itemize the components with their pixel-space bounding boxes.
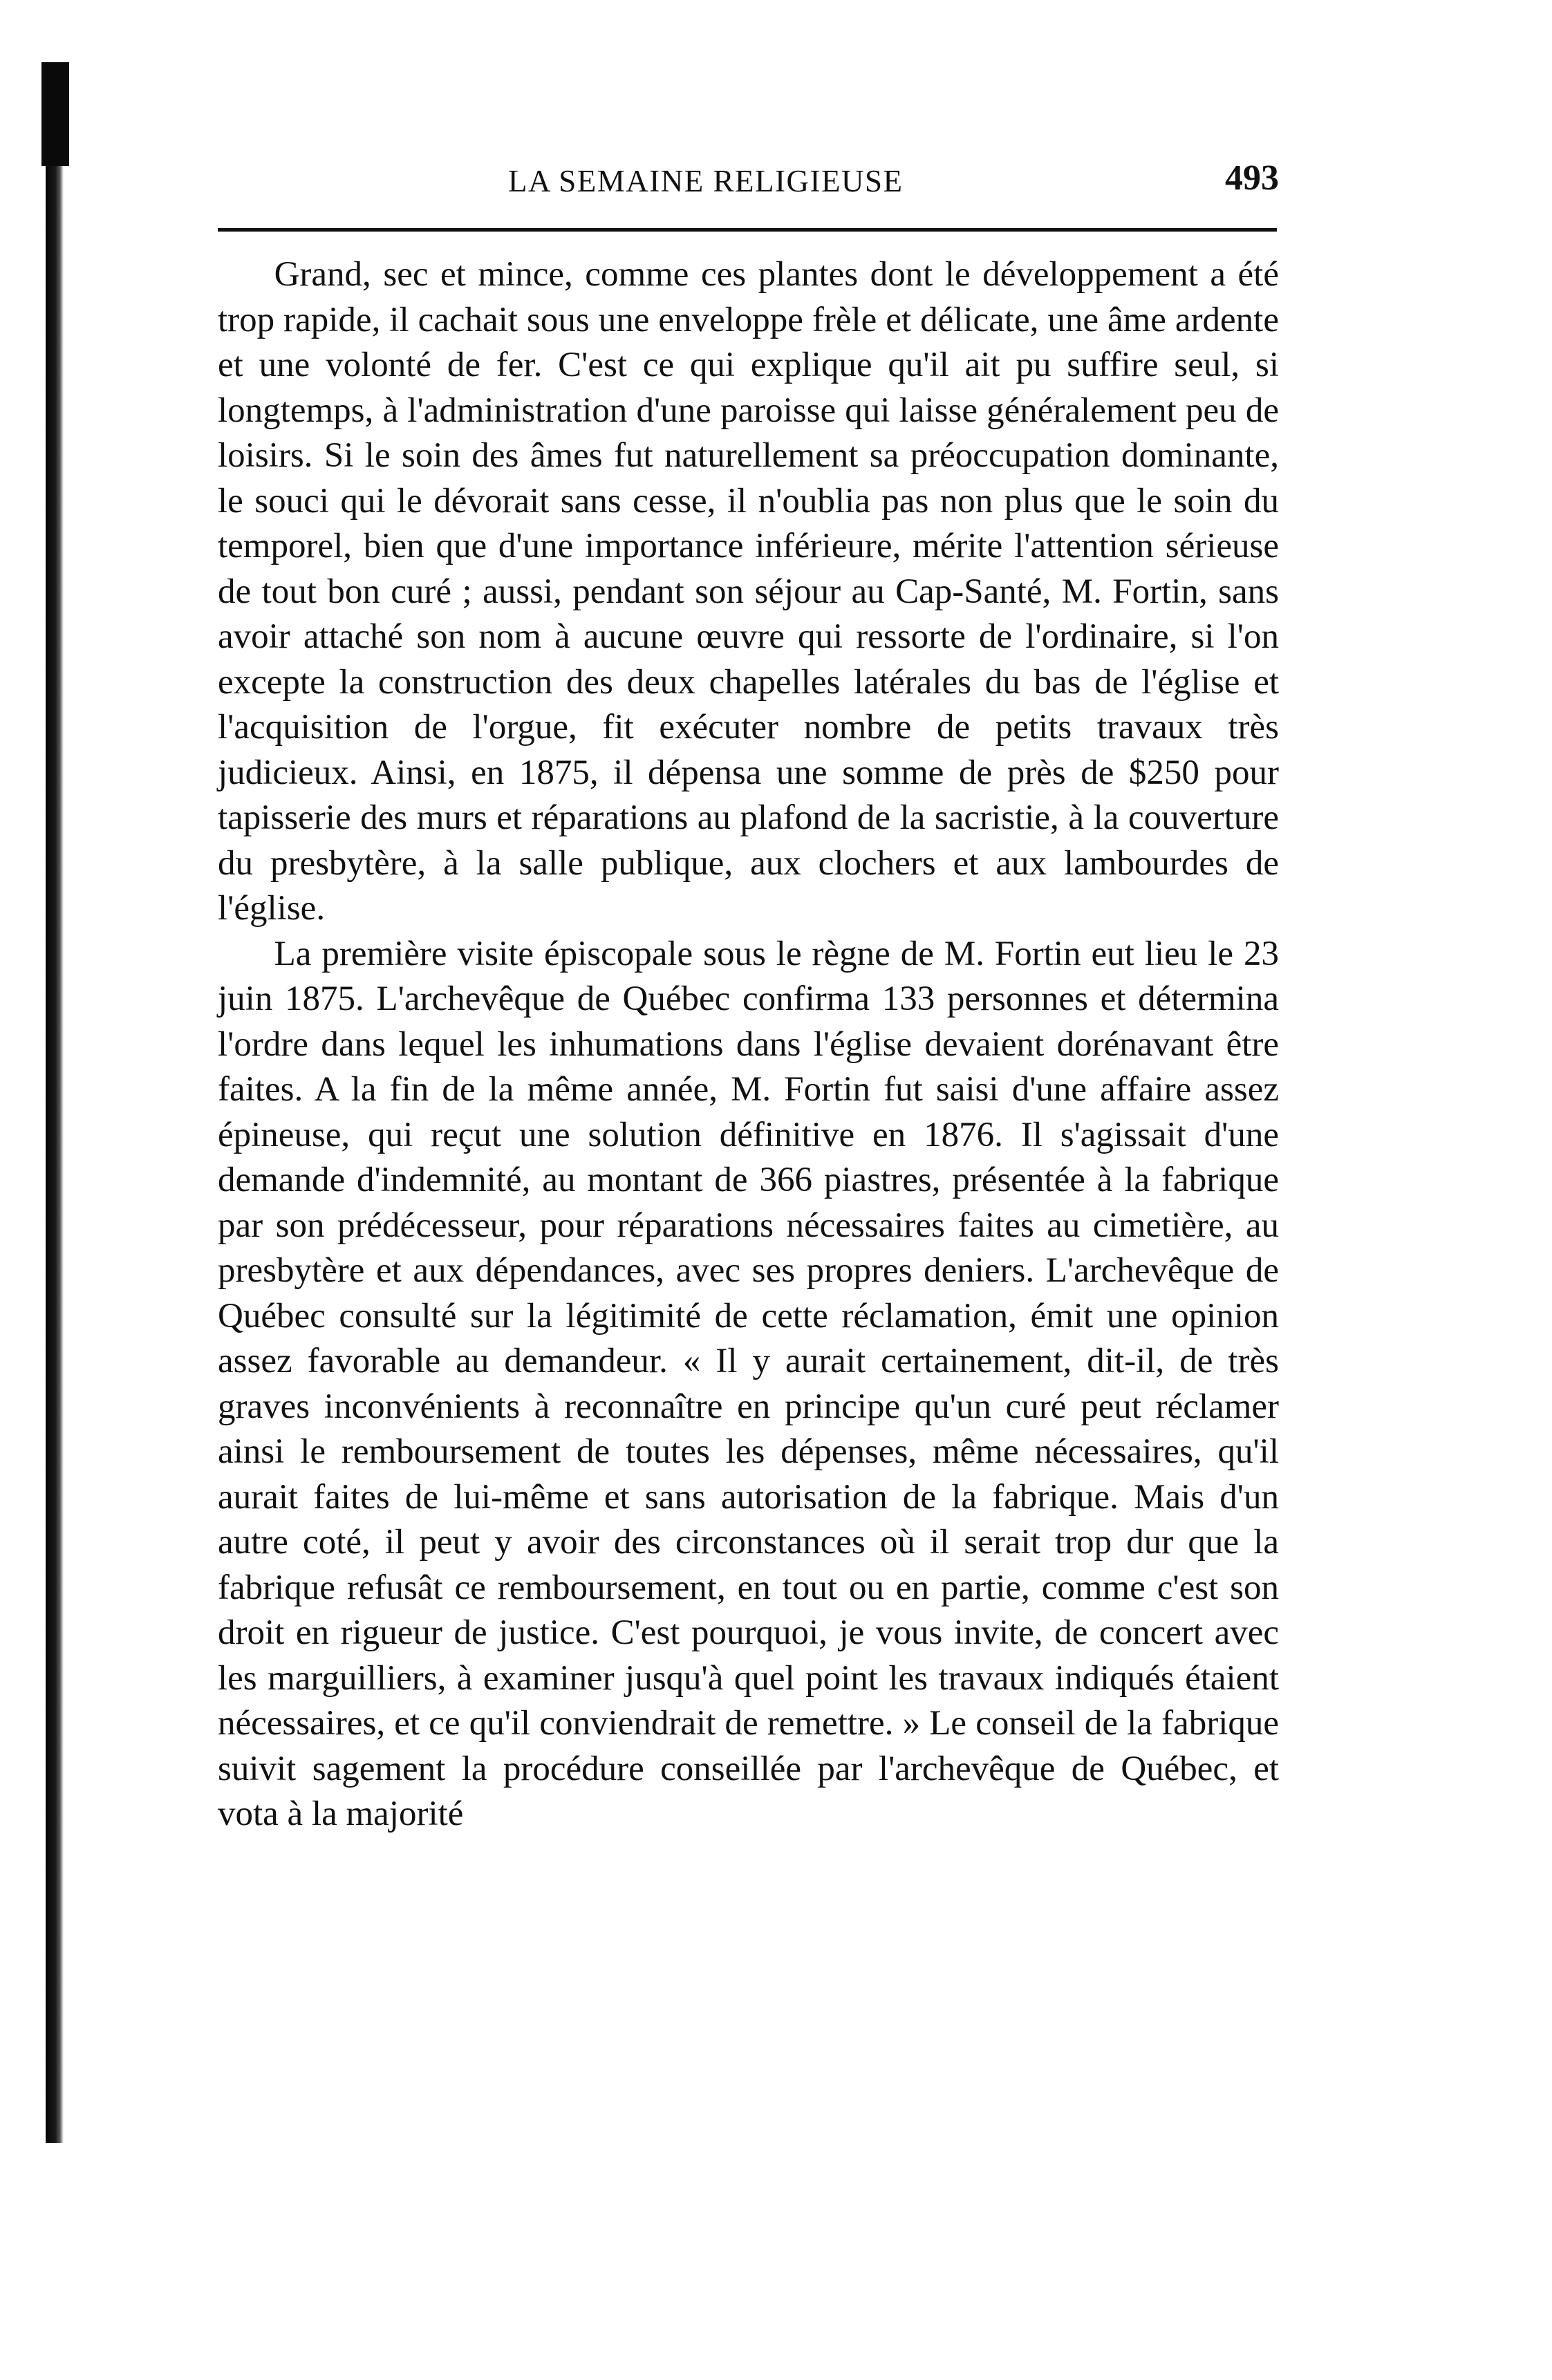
header-rule [218, 228, 1277, 232]
body-text [218, 252, 1279, 1837]
scan-left-edge [46, 62, 64, 2143]
page-header [218, 158, 1279, 206]
paragraph-1: Grand, sec et mince, comme ces plantes dont le développement a été trop rapide, il cachait sous une enveloppe frèle et délicate, une âme ardente et une volonté de fer. C'est ce qui explique qu'il ait pu suffire seul, si longtemps, à l'administration d'une paroisse qui laisse généralement peu de loisirs. Si le soin des âmes fut naturellement sa préoccupation dominante, le souci qui le dévorait sans cesse, il n'oublia pas non plus que le soin du temporel, bien que d'une importance inférieure, mérite l'attention sérieuse de tout bon curé ; aussi, pendant son séjour au Cap-Santé, M. Fortin, sans avoir attaché son nom à aucune œuvre qui ressorte de l'ordinaire, si l'on excepte la construction des deux chapelles latérales du bas de l'église et l'acquisition de l'orgue, fit exécuter nombre de petits travaux très judicieux. Ainsi, en 1875, il dépensa une somme de près de $250 pour tapisserie des murs et réparations au plafond de la sacristie, à la couverture du presbytère, à la salle publique, aux clochers et aux lambourdes de l'église. [218, 255, 1279, 928]
scan-left-edge-top [41, 62, 69, 166]
running-title: LA SEMAINE RELIGIEUSE [508, 164, 904, 198]
page-number: 493 [1225, 158, 1279, 198]
paragraph-2: La première visite épiscopale sous le règne de M. Fortin eut lieu le 23 juin 1875. L'archevêque de Québec confirma 133 personnes et détermina l'ordre dans lequel les inhumations dans l'église devaient dorénavant être faites. A la fin de la même année, M. Fortin fut saisi d'une affaire assez épineuse, qui reçut une solution définitive en 1876. Il s'agissait d'une demande d'indemnité, au montant de 366 piastres, présentée à la fabrique par son prédécesseur, pour réparations nécessaires faites au cimetière, au presbytère et aux dépendances, avec ses propres deniers. L'archevêque de Québec consulté sur la légitimité de cette réclamation, émit une opinion assez favorable au demandeur. « Il y aurait certainement, dit-il, de très graves inconvénients à reconnaître en principe qu'un curé peut réclamer ainsi le remboursement de toutes les dépenses, même nécessaires, qu'il aurait faites de lui-même et sans autorisation de la fabrique. Mais d'un autre coté, il peut y avoir des circonstances où il serait trop dur que la fabrique refusât ce remboursement, en tout ou en partie, comme c'est son droit en rigueur de justice. C'est pourquoi, je vous invite, de concert avec les marguilliers, à examiner jusqu'à quel point les travaux indiqués étaient nécessaires, et ce qu'il conviendrait de remettre. » Le conseil de la fabrique suivit sagement la procédure conseillée par l'archevêque de Québec, et vota à la majorité [218, 934, 1279, 1833]
